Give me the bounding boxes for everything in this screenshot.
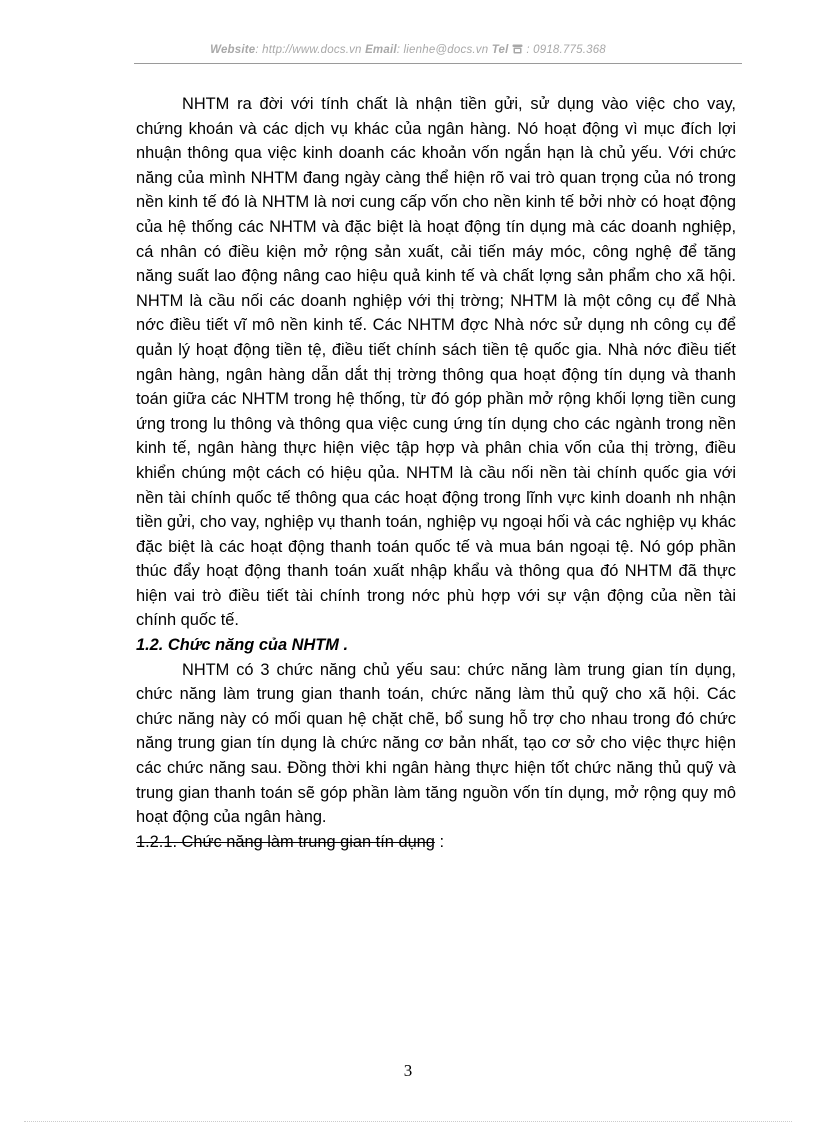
- tel-value: : 0918.775.368: [526, 44, 606, 56]
- subheading-suffix: :: [434, 832, 445, 851]
- phone-icon: [512, 44, 526, 56]
- email-value: : lienhe@docs.vn: [396, 44, 489, 56]
- subheading-credit-intermediary: [136, 830, 736, 855]
- paragraph-nhtm-functions: NHTM có 3 chức năng chủ yếu sau: chức năng làm trung gian tín dụng, chức năng làm trung gian thanh toán, chức năng làm thủ quỹ cho xã hội. Các chức năng này có mối quan hệ chặt chẽ, bổ sung hỗ trợ cho nhau trong đó chức năng trung gian tín dụng là chức năng cơ bản nhất, tạo cơ sở cho việc thực hiện các chức năng sau. Đồng thời khi ngân hàng thực hiện tốt chức năng thủ quỹ và trung gian thanh toán sẽ góp phần làm tăng nguồn vốn tín dụng, mở rộng quy mô hoạt động của ngân hàng.: [136, 660, 736, 827]
- subheading-credit-intermediary-text: 1.2.1. Chức năng làm trung gian tín dụng: [136, 832, 435, 851]
- heading-functions: 1.2. Chức năng của NHTM .: [136, 636, 349, 655]
- document-body: [136, 92, 736, 854]
- tel-label: Tel: [491, 44, 509, 56]
- page-header: [0, 44, 816, 56]
- website-label: Website: [210, 44, 256, 56]
- page-bottom-border: [24, 1121, 792, 1122]
- paragraph-nhtm-role: NHTM ra đời với tính chất là nhận tiền gửi, sử dụng vào việc cho vay, chứng khoán và các dịch vụ khác của ngân hàng. Nó hoạt động vì mục đích lợi nhuận thông qua việc kinh doanh các khoản vốn ngắn hạn là chủ yếu. Với chức năng của mình NHTM đang ngày càng thể hiện rõ vai trò quan trọng của nó trong nền kinh tế đó là NHTM là nơi cung cấp vốn cho nền kinh tế bởi nhờ có hoạt động của hệ thống các NHTM và đặc biệt là hoạt động tín dụng mà các doanh nghiệp, cá nhân có điều kiện mở rộng sản xuất, cải tiến máy móc, công nghệ để tăng năng suất lao động nâng cao hiệu quả kinh tế và chất lợng sản phẩm cho xã hội. NHTM là cầu nối các doanh nghiệp với thị trờng; NHTM là một công cụ để Nhà nớc điều tiết vĩ mô nền kinh tế. Các NHTM đợc Nhà nớc sử dụng nh công cụ để quản lý hoạt động tiền tệ, điều tiết chính sách tiền tệ quốc gia. Nhà nớc điều tiết ngân hàng, ngân hàng dẫn dắt thị trờng thông qua hoạt động tín dụng và thanh toán giữa các NHTM trong hệ thống, từ đó góp phần mở rộng khối lợng tiền cung ứng trong lu thông và thông qua việc cung ứng tín dụng cho các ngành trong nền kinh tế, ngân hàng thực hiện việc tập hợp và phân chia vốn của thị trờng, điều khiển chúng một cách có hiệu qủa. NHTM là cầu nối nền tài chính quốc gia với nền tài chính quốc tế thông qua các hoạt động trong lĩnh vực kinh doanh nh nhận tiền gửi, cho vay, nghiệp vụ thanh toán, nghiệp vụ ngoại hối và các nghiệp vụ khác đặc biệt là các hoạt động thanh toán quốc tế và mua bán ngoại tệ. Nó góp phần thúc đẩy hoạt động thanh toán xuất nhập khẩu và thông qua đó NHTM đã thực hiện vai trò điều tiết tài chính trong nớc phù hợp với sự vận động của nền tài chính quốc tế.: [136, 95, 736, 630]
- page-number: 3: [403, 1061, 413, 1080]
- email-label: Email: [365, 44, 397, 56]
- website-value: : http://www.docs.vn: [255, 44, 362, 56]
- header-divider: [134, 63, 742, 64]
